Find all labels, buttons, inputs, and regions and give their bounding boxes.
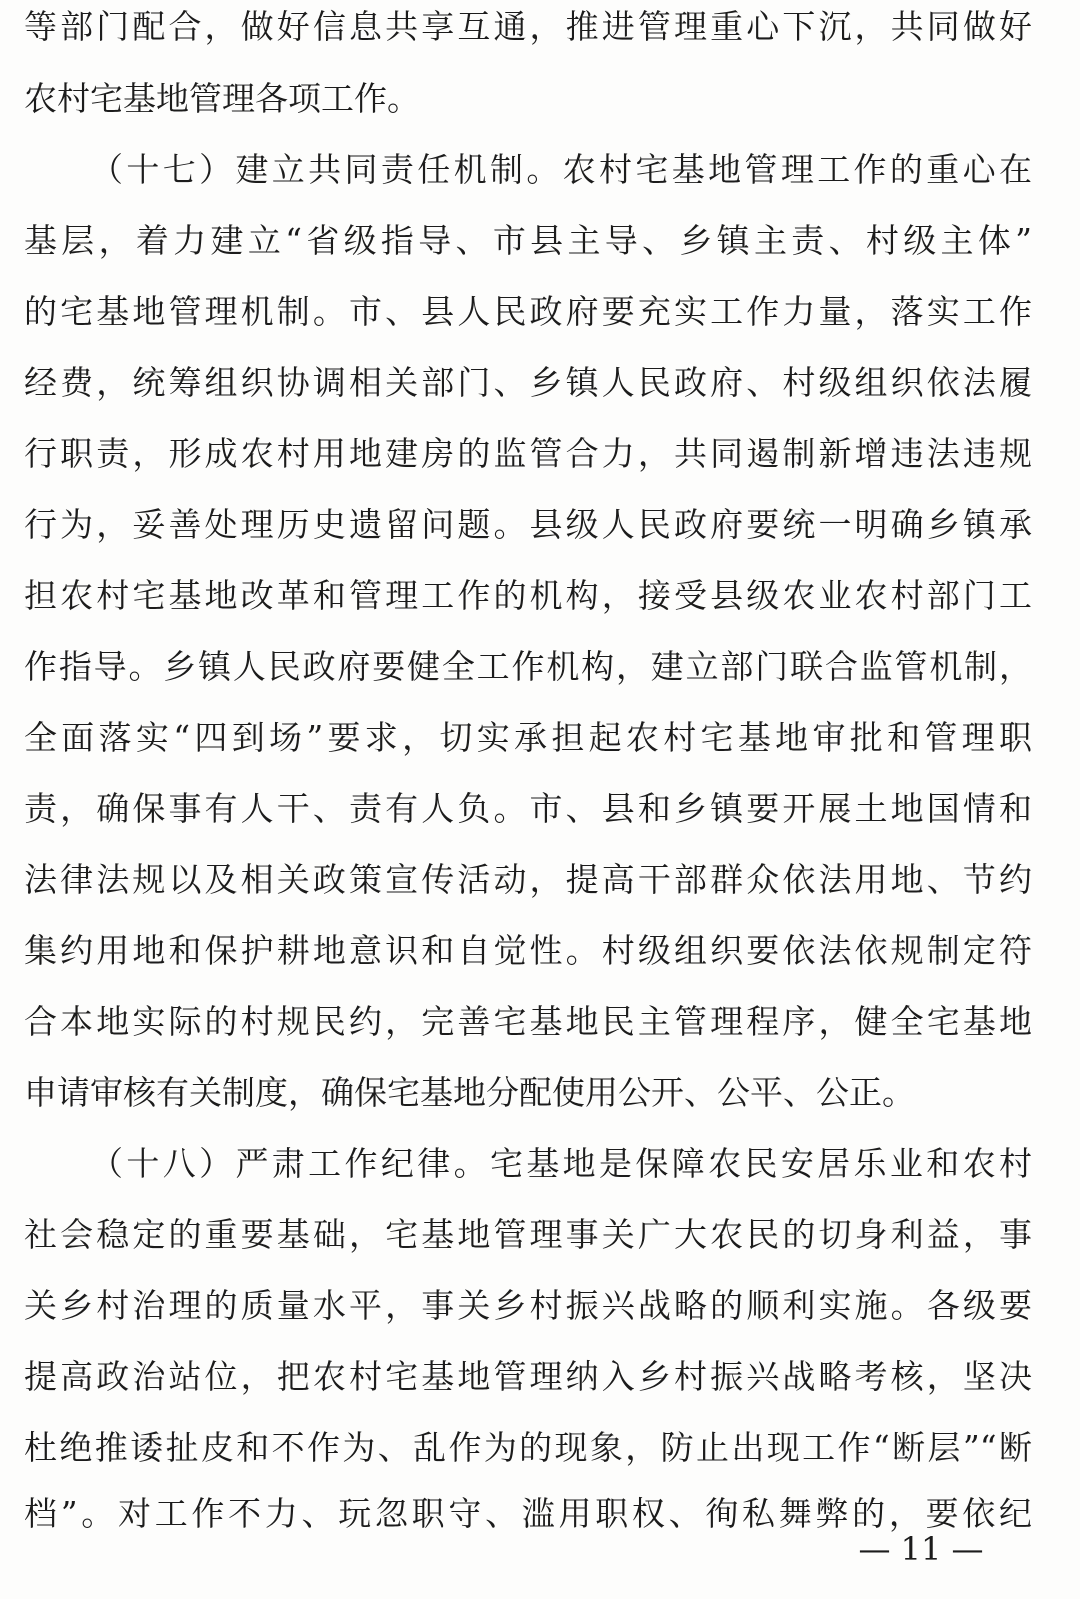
text-line: 杜绝推诿扯皮和不作为、乱作为的现象，防止出现工作“断层”“断 bbox=[24, 1428, 1032, 1467]
paragraph-heading-line: （十七）建立共同责任机制。农村宅基地管理工作的重心在 bbox=[90, 150, 1032, 189]
text-line: 农村宅基地管理各项工作。 bbox=[24, 79, 420, 118]
text-line: 社会稳定的重要基础，宅基地管理事关广大农民的切身利益，事 bbox=[24, 1215, 1032, 1254]
text-line: 担农村宅基地改革和管理工作的机构，接受县级农业农村部门工 bbox=[24, 576, 1032, 615]
text-line: 行为，妥善处理历史遗留问题。县级人民政府要统一明确乡镇承 bbox=[24, 505, 1032, 544]
text-line: 合本地实际的村规民约，完善宅基地民主管理程序，健全宅基地 bbox=[24, 1002, 1032, 1041]
text-line: 作指导。乡镇人民政府要健全工作机构，建立部门联合监管机制， bbox=[24, 647, 1032, 686]
text-line: 关乡村治理的质量水平，事关乡村振兴战略的顺利实施。各级要 bbox=[24, 1286, 1032, 1325]
text-line: 法律法规以及相关政策宣传活动，提高干部群众依法用地、节约 bbox=[24, 860, 1032, 899]
paragraph-heading-line: （十八）严肃工作纪律。宅基地是保障农民安居乐业和农村 bbox=[90, 1144, 1032, 1183]
text-line: 全面落实“四到场”要求，切实承担起农村宅基地审批和管理职 bbox=[24, 718, 1032, 757]
text-line: 集约用地和保护耕地意识和自觉性。村级组织要依法依规制定符 bbox=[24, 931, 1032, 970]
text-line: 提高政治站位，把农村宅基地管理纳入乡村振兴战略考核，坚决 bbox=[24, 1357, 1032, 1396]
text-line: 经费，统筹组织协调相关部门、乡镇人民政府、村级组织依法履 bbox=[24, 363, 1032, 402]
text-line: 行职责，形成农村用地建房的监管合力，共同遏制新增违法违规 bbox=[24, 434, 1032, 473]
text-line: 的宅基地管理机制。市、县人民政府要充实工作力量，落实工作 bbox=[24, 292, 1032, 331]
text-line: 申请审核有关制度，确保宅基地分配使用公开、公平、公正。 bbox=[24, 1073, 915, 1112]
text-line: 档”。对工作不力、玩忽职守、滥用职权、徇私舞弊的，要依纪 bbox=[24, 1494, 1032, 1533]
text-line: 等部门配合，做好信息共享互通，推进管理重心下沉，共同做好 bbox=[24, 7, 1032, 46]
text-line: 基层，着力建立“省级指导、市县主导、乡镇主责、村级主体” bbox=[24, 221, 1032, 260]
page-number: — 11 — bbox=[858, 1530, 984, 1568]
text-line: 责，确保事有人干、责有人负。市、县和乡镇要开展土地国情和 bbox=[24, 789, 1032, 828]
